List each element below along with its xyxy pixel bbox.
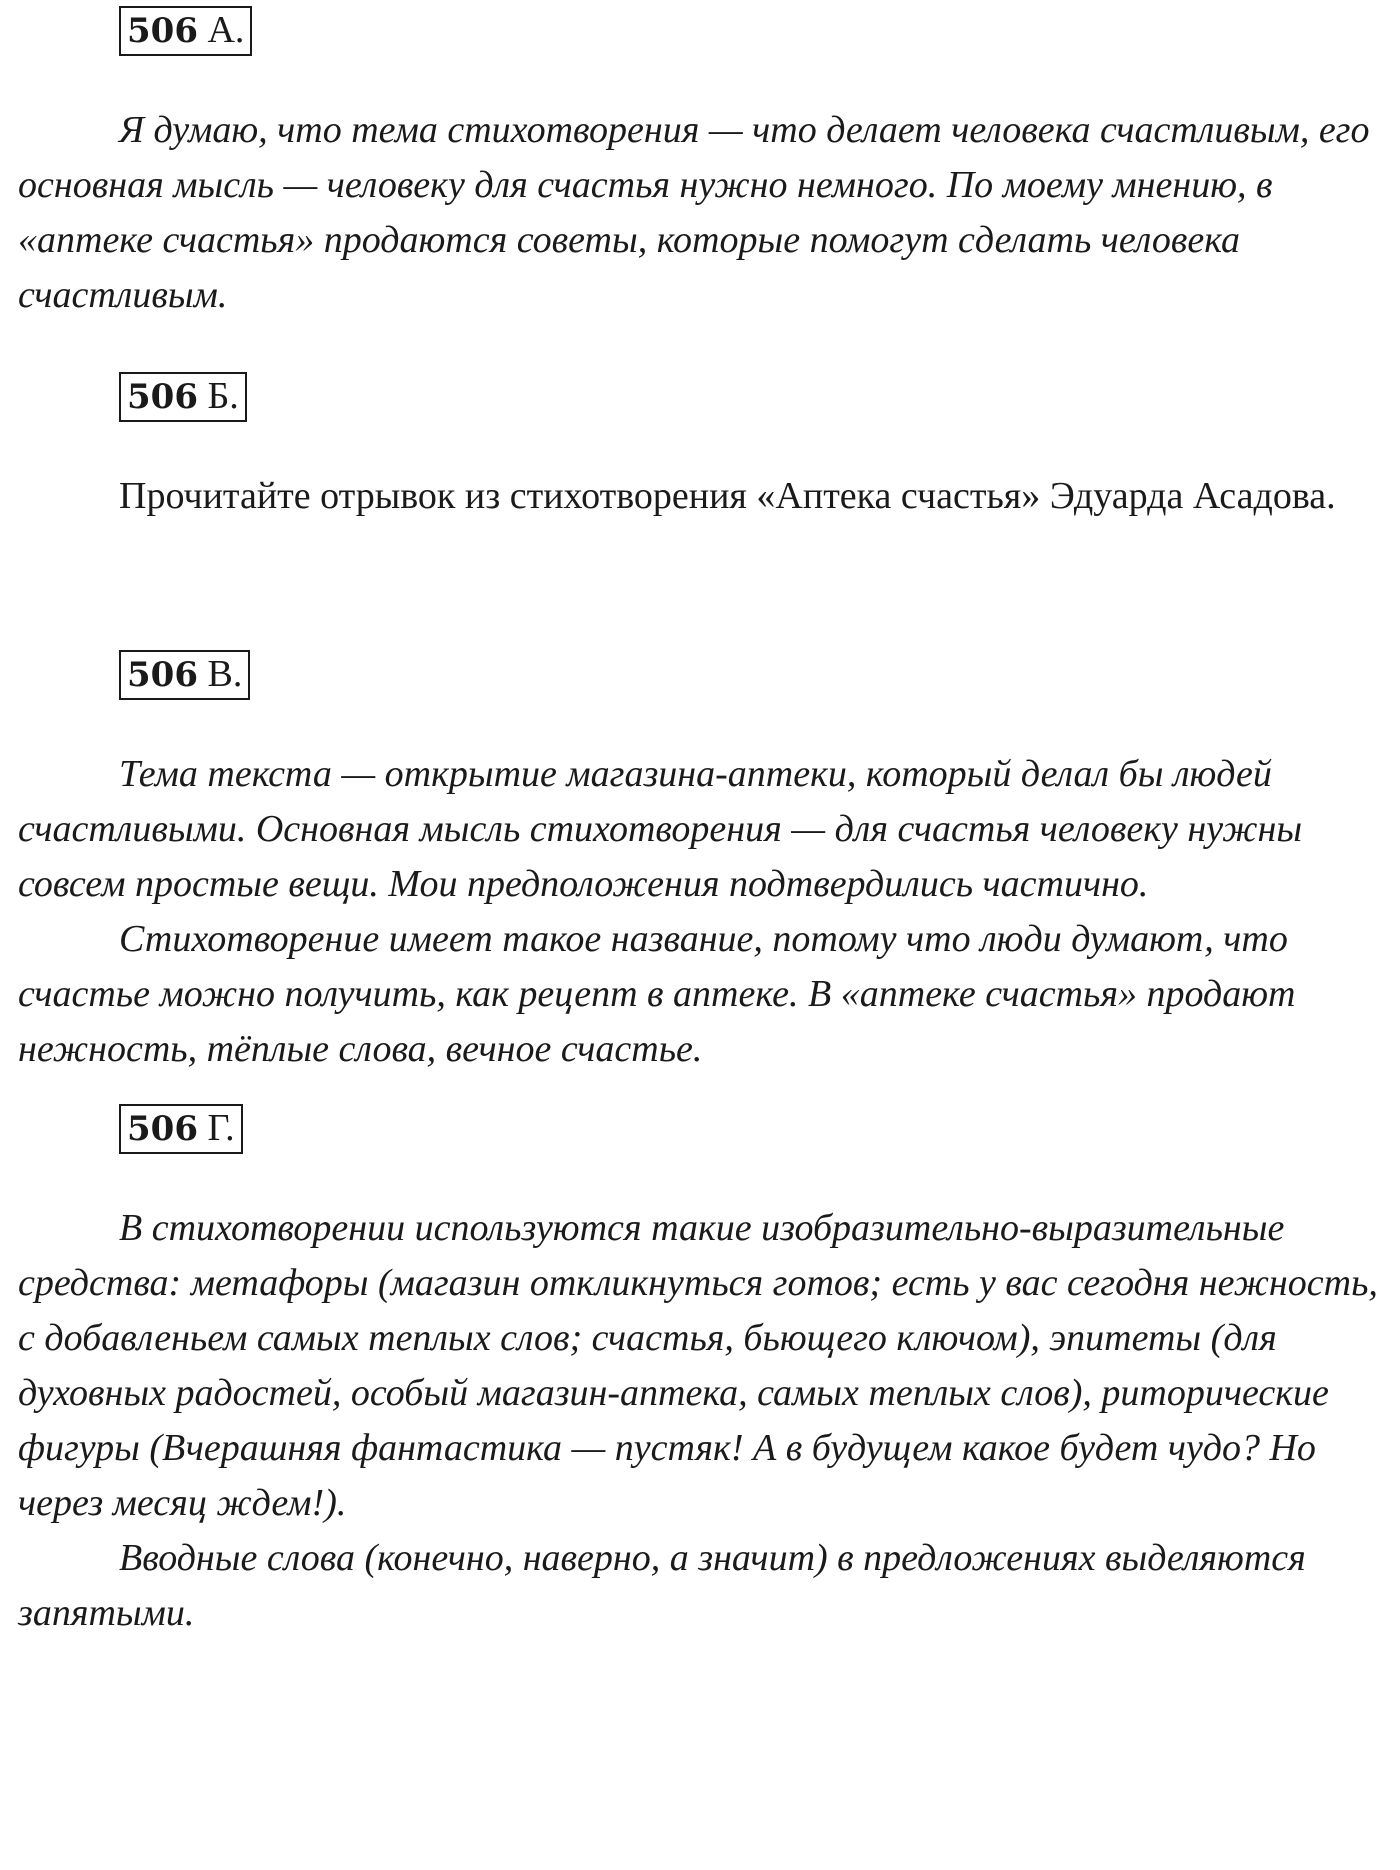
task-paragraph: Прочитайте отрывок из стихотворения «Аптека счастья» Эдуарда Асадова. xyxy=(119,475,1336,517)
exercise-letter: Б. xyxy=(207,375,239,417)
answer-paragraph: Тема текста — открытие магазина-аптеки, который делал бы людей счастливыми. Основная мысль стихотворения — для счастья человеку нужны совсем простые вещи. Мои предположения подтвердились частично. xyxy=(18,753,1303,905)
answer-paragraph: В стихотворении используются такие изобразительно-выразительные средства: метафоры (магазин откликнуться готов; есть у вас сегодня нежность, с добавленьем самых теплых слов; счастья, бьющего ключом), эпитеты (для духовных радостей, особый магазин-аптека, самых теплых слов), риторические фигуры (Вчерашняя фантастика — пустяк! А в будущем какое будет чудо? Но через месяц ждем!). xyxy=(18,1207,1378,1524)
exercise-letter: Г. xyxy=(207,1107,235,1149)
exercise-number-box xyxy=(119,6,252,56)
exercise-506b xyxy=(18,372,1390,524)
exercise-letter: А. xyxy=(207,9,245,51)
exercise-number: 506 xyxy=(127,11,198,51)
exercise-number: 506 xyxy=(127,377,198,417)
answer-paragraph: Я думаю, что тема стихотворения — что делает человека счастливым, его основная мысль — человеку для счастья нужно немного. По моему мнению, в «аптеке счастья» продаются советы, которые помогут сделать человека счастливым. xyxy=(18,109,1370,316)
exercise-number: 506 xyxy=(127,1109,198,1149)
answer-paragraph: Вводные слова (конечно, наверно, а значит) в предложениях выделяются запятыми. xyxy=(18,1537,1306,1634)
exercise-506v xyxy=(18,650,1390,1077)
exercise-number-box xyxy=(119,372,247,422)
exercise-number-box xyxy=(119,650,250,700)
exercise-number: 506 xyxy=(127,655,198,695)
answer-paragraph: Стихотворение имеет такое название, потому что люди думают, что счастье можно получить, как рецепт в аптеке. В «аптеке счастья» продают нежность, тёплые слова, вечное счастье. xyxy=(18,918,1296,1070)
exercise-506a xyxy=(18,6,1390,323)
exercise-506g xyxy=(18,1104,1390,1641)
exercise-letter: В. xyxy=(207,653,243,695)
exercise-number-box xyxy=(119,1104,243,1154)
